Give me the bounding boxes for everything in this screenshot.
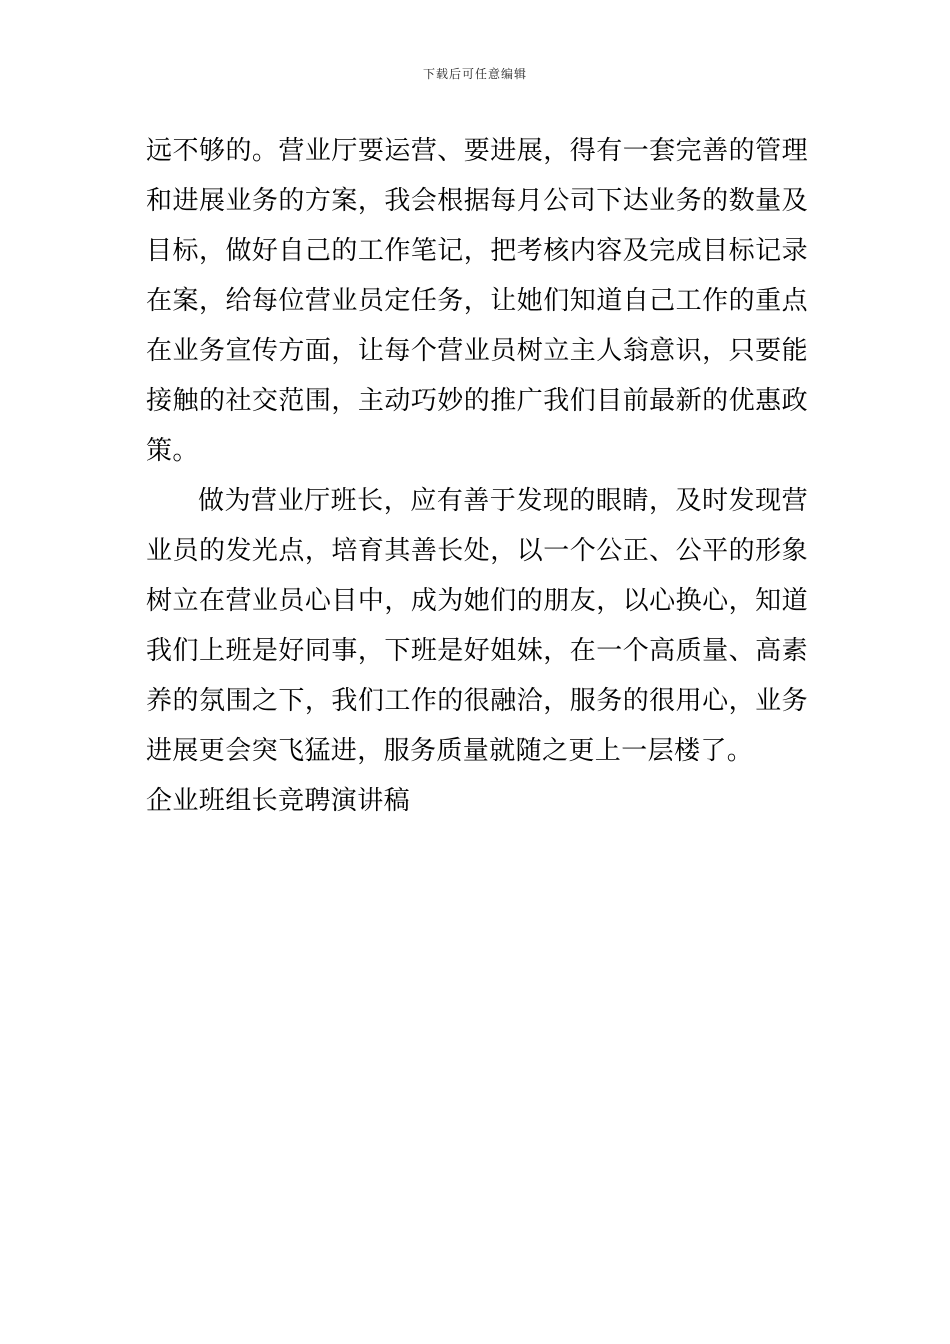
paragraph-team-leader: 做为营业厅班长，应有善于发现的眼睛，及时发现营业员的发光点，培育其善长处，以一个公正、公平的形象树立在营业员心目中，成为她们的朋友，以心换心，知道我们上班是好同事，下班是好姐妹，在一个高质量、高素养的氛围之下，我们工作的很融洽，服务的很用心，业务进展更会突飞猛进，服务质量就随之更上一层楼了。 [146, 486, 808, 766]
paragraph-continuation: 远不够的。营业厅要运营、要进展，得有一套完善的管理和进展业务的方案，我会根据每月公司下达业务的数量及目标，做好自己的工作笔记，把考核内容及完成目标记录在案，给每位营业员定任务，让她们知道自己工作的重点在业务宣传方面，让每个营业员树立主人翁意识，只要能接触的社交范围，主动巧妙的推广我们目前最新的优惠政策。 [146, 136, 808, 466]
header-note: 下载后可任意编辑 [422, 67, 527, 81]
document-body [146, 126, 808, 826]
next-section-title: 企业班组长竞聘演讲稿 [146, 786, 411, 816]
